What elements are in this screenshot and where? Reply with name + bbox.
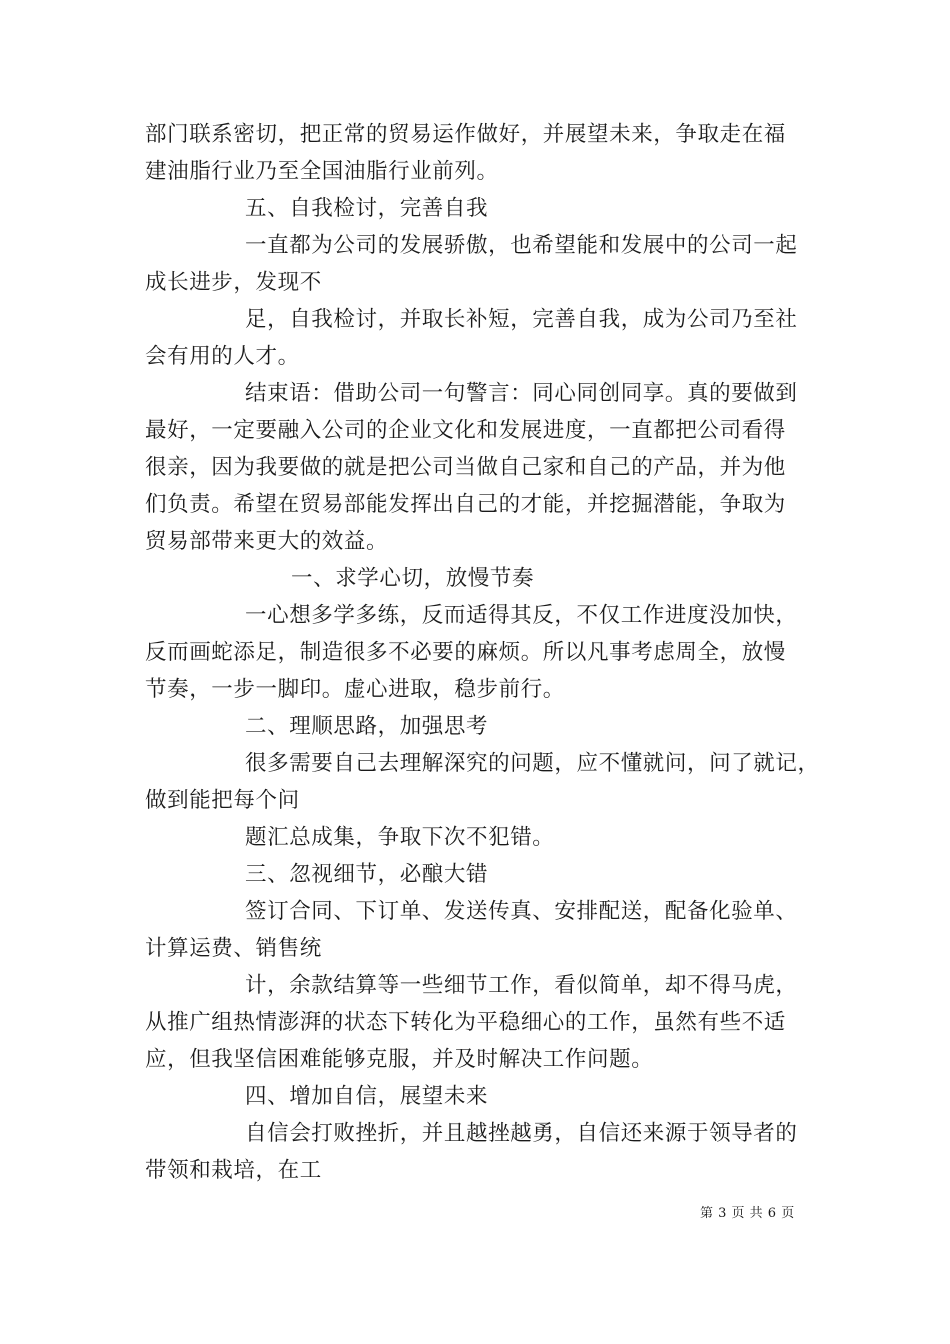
text-line: 很亲，因为我要做的就是把公司当做自己家和自己的产品，并为他 [145,455,786,480]
page-number-footer: 第 3 页 共 6 页 [700,1206,795,1221]
text-line: 计，余款结算等一些细节工作，看似简单，却不得马虎， [245,973,798,998]
document-body [145,116,820,1189]
text-line: 带领和栽培，在工 [145,1158,322,1183]
section-heading: 五、自我检讨，完善自我 [245,196,489,221]
text-line: 们负责。希望在贸易部能发挥出自己的才能，并挖掘潜能，争取为 [145,492,786,517]
section-heading: 三、忽视细节，必酿大错 [245,862,489,887]
text-line: 做到能把每个问 [145,788,300,813]
text-line: 计算运费、销售统 [145,936,322,961]
text-line: 最好，一定要融入公司的企业文化和发展进度，一直都把公司看得 [145,418,786,443]
text-line: 一直都为公司的发展骄傲，也希望能和发展中的公司一起 [245,233,798,258]
text-line: 会有用的人才。 [145,344,300,369]
text-line: 反而画蛇添足，制造很多不必要的麻烦。所以凡事考虑周全，放慢 [145,640,786,665]
text-line: 成长进步，发现不 [145,270,322,295]
text-line: 一心想多学多练，反而适得其反，不仅工作进度没加快， [245,603,798,628]
text-line: 签订合同、下订单、发送传真、安排配送，配备化验单、 [245,899,798,924]
text-line: 节奏，一步一脚印。虚心进取，稳步前行。 [145,677,565,702]
text-line: 应，但我坚信困难能够克服，并及时解决工作问题。 [145,1047,654,1072]
section-heading: 四、增加自信，展望未来 [245,1084,489,1109]
section-heading: 二、理顺思路，加强思考 [245,714,489,739]
section-heading: 一、求学心切，放慢节奏 [291,566,535,591]
text-line: 结束语：借助公司一句警言：同心同创同享。真的要做到 [245,381,798,406]
text-line: 贸易部带来更大的效益。 [145,529,389,554]
text-line: 题汇总成集，争取下次不犯错。 [245,825,555,850]
text-line: 自信会打败挫折，并且越挫越勇，自信还来源于领导者的 [245,1121,798,1146]
text-line: 足，自我检讨，并取长补短，完善自我，成为公司乃至社 [245,307,798,332]
text-line: 建油脂行业乃至全国油脂行业前列。 [145,159,499,184]
text-line: 很多需要自己去理解深究的问题，应不懂就问，问了就记， [245,751,820,776]
text-line: 部门联系密切，把正常的贸易运作做好，并展望未来，争取走在福 [145,122,786,147]
text-line: 从推广组热情澎湃的状态下转化为平稳细心的工作，虽然有些不适 [145,1010,786,1035]
